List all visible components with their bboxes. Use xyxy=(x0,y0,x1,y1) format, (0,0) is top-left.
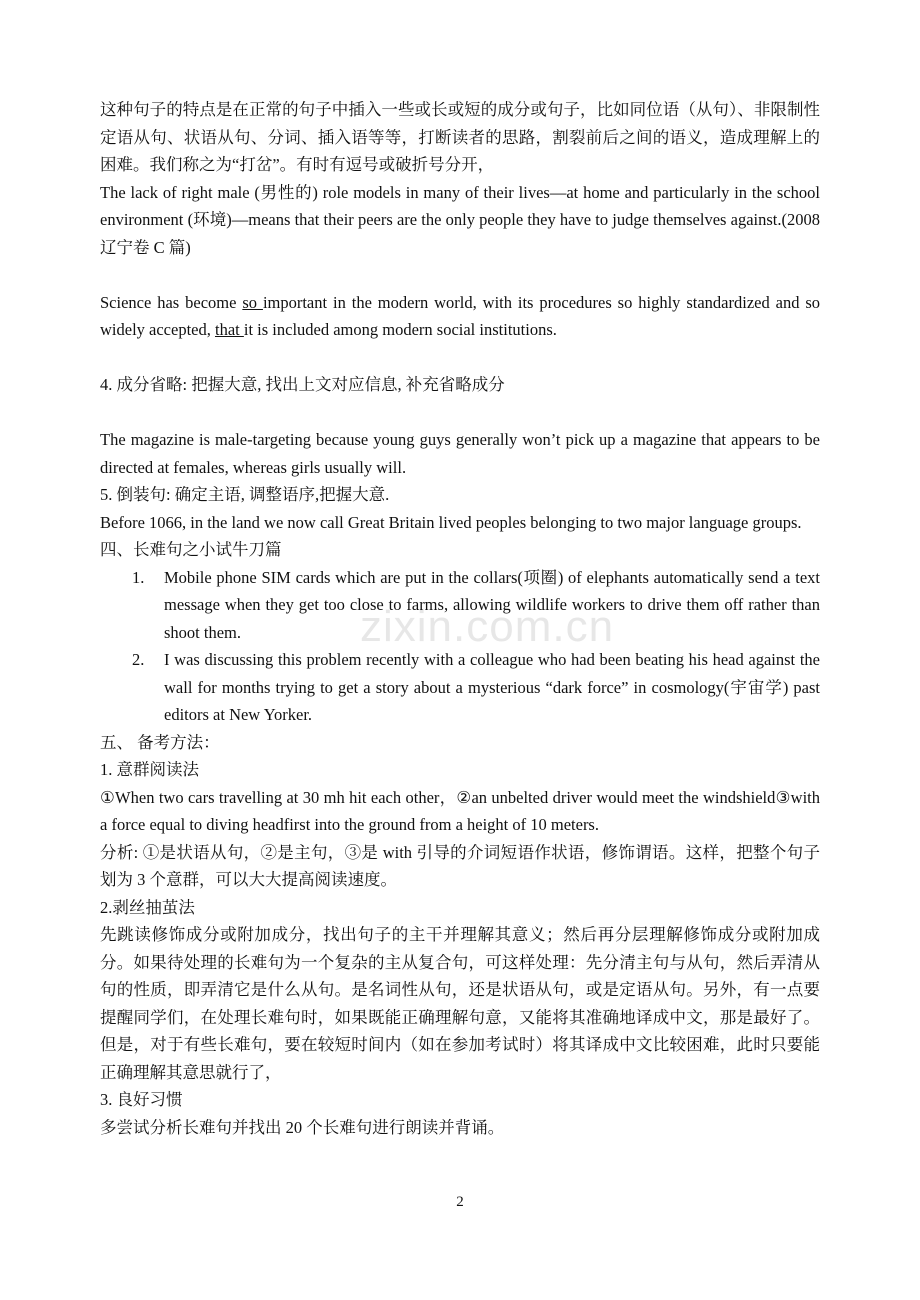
underlined-that: that xyxy=(214,320,244,339)
method-one-analysis: 分析: ①是状语从句，②是主句，③是 with 引导的介词短语作状语，修饰谓语。这样，把整个句子划为 3 个意群，可以大大提高阅读速度。 xyxy=(100,842,820,889)
example-sentence-britain: Before 1066, in the land we now call Great Britain lived peoples belonging to two major language groups. xyxy=(100,512,802,532)
intro-paragraph: 这种句子的特点是在正常的句子中插入一些或长或短的成分或句子，比如同位语（从句）、非限制性定语从句、状语从句、分词、插入语等等，打断读者的思路，割裂前后之间的语义，造成理解上的困难。我们称之为“打岔”。有时有逗号或破折号分开， xyxy=(100,100,820,174)
heading-inversion: 5. 倒装句: 确定主语, 调整语序,把握大意. xyxy=(100,485,390,504)
method-two-text: 先跳读修饰成分或附加成分，找出句子的主干并理解其意义；然后再分层理解修饰成分或附加成分。如果待处理的长难句为一个复杂的主从复合句，可这样处理：先分清主句与从句，然后弄清从句的性质，即弄清它是什么从句。是名词性从句，还是状语从句，或是定语从句。另外，有一点要提醒同学们，在处理长难句时，如果既能正确理解句意，又能将其准确地译成中文，那是最好了。但是，对于有些长难句，要在较短时间内（如在参加考试时）将其译成中文比较困难，此时只要能正确理解其意思就行了， xyxy=(100,925,820,1082)
practice-list xyxy=(100,564,820,729)
method-two-title: 2.剥丝抽茧法 xyxy=(100,897,195,917)
method-three-title: 3. 良好习惯 xyxy=(100,1090,183,1109)
method-one-title: 1. 意群阅读法 xyxy=(100,760,199,779)
section-five-title: 五、 备考方法： xyxy=(100,732,220,752)
method-one-example: ①When two cars travelling at 30 mh hit each other，②an unbelted driver would meet the windshield③with a force equal to diving headfirst into the ground from a height of 10 meters. xyxy=(100,787,820,834)
page-number: 2 xyxy=(456,1194,464,1210)
example-sentence-magazine: The magazine is male-targeting because young guys generally won’t pick up a magazine that appears to be directed at females, whereas girls usually will. xyxy=(100,430,820,477)
method-three-text: 多尝试分析长难句并找出 20 个长难句进行朗读并背诵。 xyxy=(100,1117,505,1137)
section-four-title: 四、长难句之小试牛刀篇 xyxy=(100,540,282,559)
example-sentence-science: Science has become so important in the modern world, with its procedures so highly standardized and so widely accepted, that it is included among modern social institutions. xyxy=(100,292,821,339)
watermark: zixin.com.cn xyxy=(360,602,615,651)
list-item: 1. Mobile phone SIM cards which are put in the collars(项圈) of elephants automatically send a text message when they get too close to farms, allowing wildlife workers to drive them off rather than shoot them. xyxy=(132,567,820,642)
example-sentence-male-role-models: The lack of right male (男性的) role models in many of their lives—at home and particularly in the school environment (环境)—means that their peers are the only people they have to judge themselves against.(2008 辽宁卷 C 篇) xyxy=(100,182,820,257)
heading-ellipsis: 4. 成分省略: 把握大意, 找出上文对应信息, 补充省略成分 xyxy=(100,375,505,394)
underlined-so: so xyxy=(242,292,263,312)
list-item: 2. I was discussing this problem recently with a colleague who had been beating his head against the wall for months trying to get a story about a mysterious “dark force” in cosmology(宇宙学) past editors at New Yorker. xyxy=(132,650,820,724)
document-body xyxy=(100,96,820,1141)
